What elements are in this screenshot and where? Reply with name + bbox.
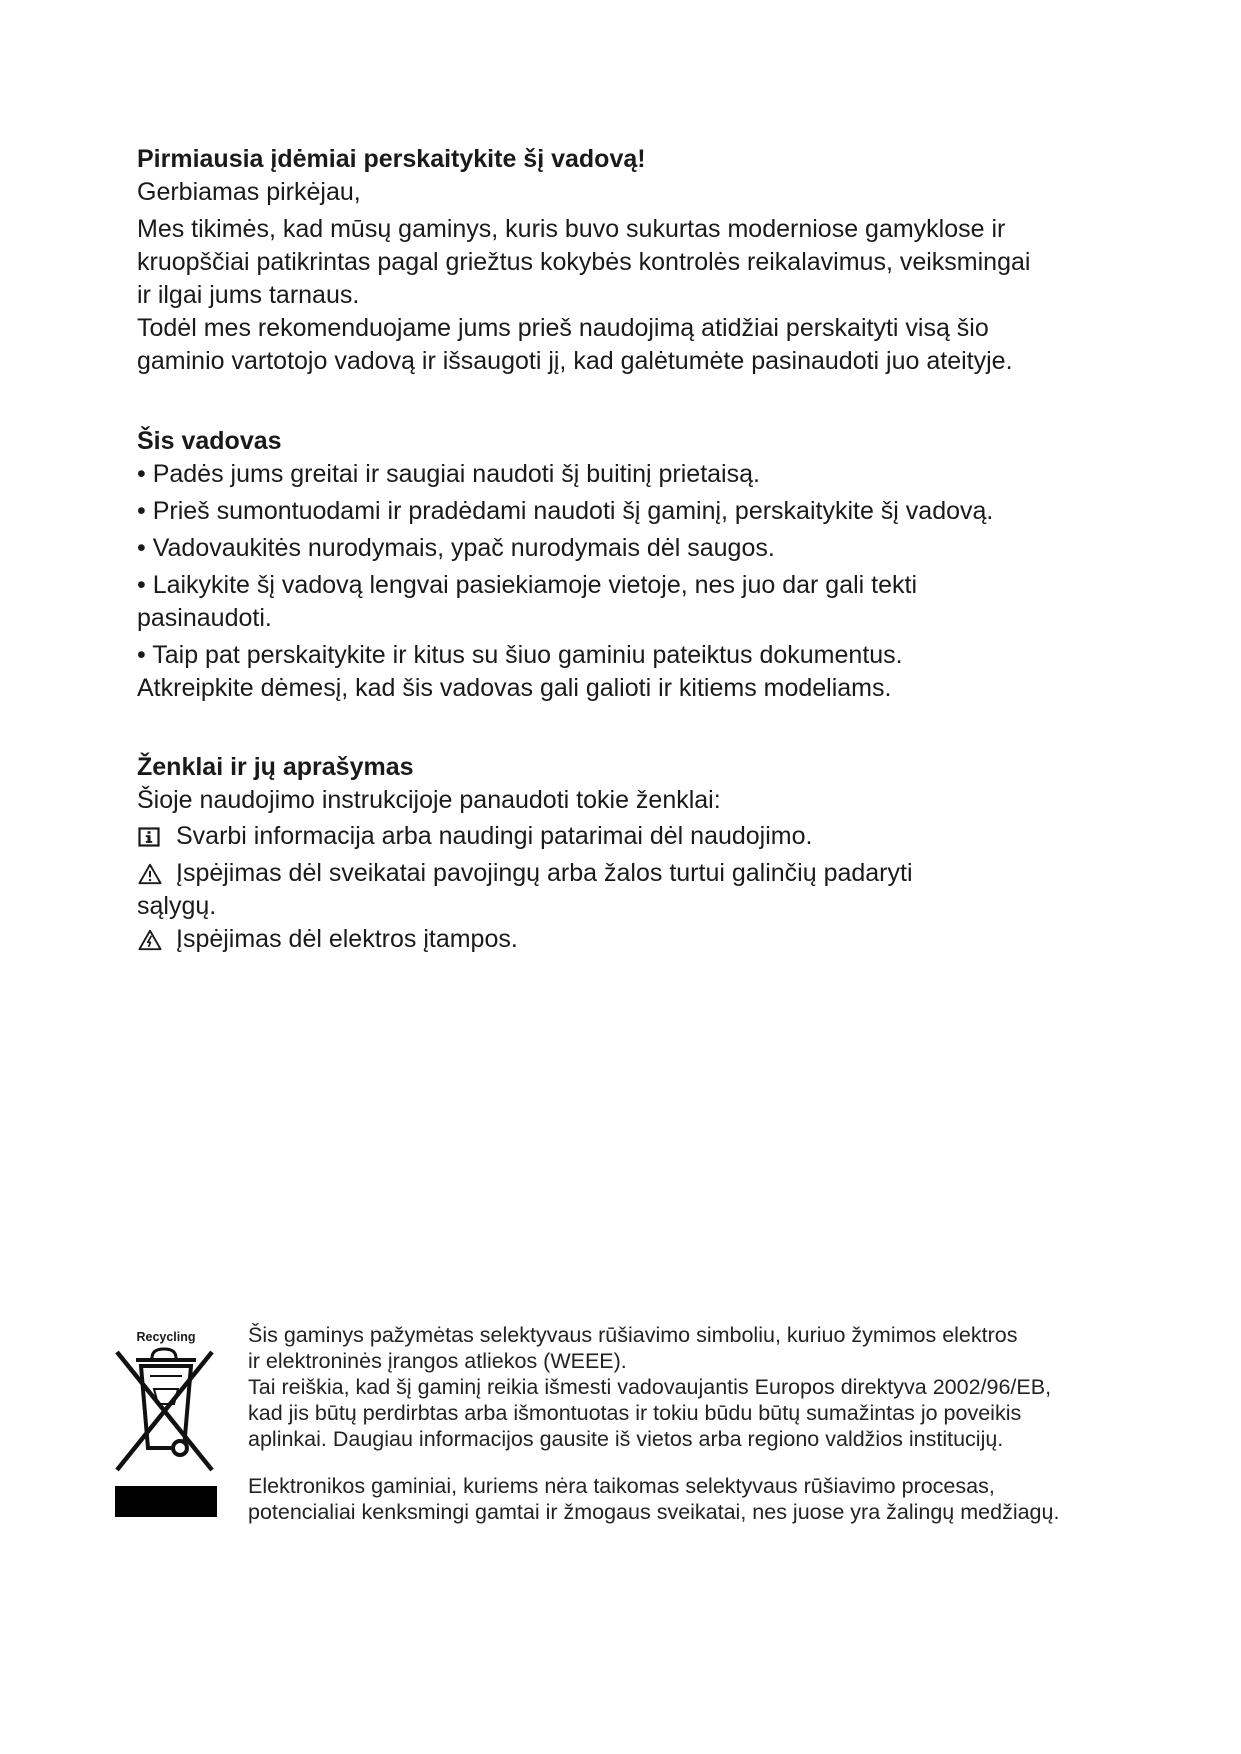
recycling-symbol xyxy=(114,1330,218,1485)
manual-note: Atkreipkite dėmesį, kad šis vadovas gali galioti ir kitiems modeliams. xyxy=(137,674,892,702)
symbol-warning-text: Įspėjimas dėl sveikatai pavojingų arba žalos turtui galinčių padaryti xyxy=(176,859,913,887)
manual-bullet: • Taip pat perskaitykite ir kitus su šiuo gaminiu pateiktus dokumentus. xyxy=(137,641,903,669)
text-line: Šis gaminys pažymėtas selektyvaus rūšiavimo simboliu, kuriuo žymimos elektros xyxy=(248,1323,1018,1347)
crossed-bin-icon xyxy=(114,1344,218,1480)
symbol-info-text: Svarbi informacija arba naudingi patarimai dėl naudojimo. xyxy=(176,822,813,850)
manual-section xyxy=(137,425,1137,705)
text-line: kad jis būtų perdirbtas arba išmontuotas ir tokiu būdu būtų sumažintas jo poveikis xyxy=(248,1401,1022,1425)
text-line: pasinaudoti. xyxy=(137,604,272,632)
manual-bullet xyxy=(137,569,1137,635)
recycling-label: Recycling xyxy=(136,1330,196,1344)
symbols-section xyxy=(137,751,1137,956)
text-line: ir ilgai jums tarnaus. xyxy=(137,281,360,309)
intro-paragraph-1 xyxy=(137,213,1137,312)
warning-triangle-icon xyxy=(138,923,162,956)
intro-paragraph-2 xyxy=(137,312,1137,378)
text-line: Tai reiškia, kad šį gaminį reikia išmesti vadovaujantis Europos direktyva 2002/96/EB, xyxy=(248,1375,1052,1399)
info-icon xyxy=(138,820,162,853)
intro-heading: Pirmiausia įdėmiai perskaitykite šį vadovą! xyxy=(137,145,646,173)
symbol-warning-text-cont: sąlygų. xyxy=(137,892,217,920)
text-line: gaminio vartotojo vadovą ir išsaugoti jį, kad galėtumėte pasinaudoti juo ateityje. xyxy=(137,347,1013,375)
manual-heading: Šis vadovas xyxy=(137,427,282,455)
symbols-heading: Ženklai ir jų aprašymas xyxy=(137,753,414,781)
warning-triangle-icon xyxy=(138,857,162,890)
text-line: kruopščiai patikrintas pagal griežtus kokybės kontrolės reikalavimus, veiksmingai xyxy=(137,248,1031,276)
symbol-info-row xyxy=(137,820,1137,853)
text-line: potencialiai kenksmingi gamtai ir žmogaus sveikatai, nes juose yra žalingų medžiagų. xyxy=(248,1500,1060,1524)
greeting: Gerbiamas pirkėjau, xyxy=(137,178,361,206)
text-line: ir elektroninės įrangos atliekos (WEEE). xyxy=(248,1349,627,1373)
recycling-paragraph-2 xyxy=(248,1473,1148,1525)
text-line: • Laikykite šį vadovą lengvai pasiekiamoje vietoje, nes juo dar gali tekti xyxy=(137,571,918,599)
manual-bullet: • Padės jums greitai ir saugiai naudoti šį buitinį prietaisą. xyxy=(137,460,760,488)
manual-bullet: • Vadovaukitės nurodymais, ypač nurodymais dėl saugos. xyxy=(137,534,775,562)
text-line: Elektronikos gaminiai, kuriems nėra taikomas selektyvaus rūšiavimo procesas, xyxy=(248,1474,995,1498)
black-bar xyxy=(115,1486,217,1517)
recycling-paragraph-1 xyxy=(248,1322,1148,1452)
symbol-warning-row xyxy=(137,857,1137,890)
manual-bullet: • Prieš sumontuodami ir pradėdami naudoti šį gaminį, perskaitykite šį vadovą. xyxy=(137,497,994,525)
text-line: aplinkai. Daugiau informacijos gausite iš vietos arba regiono valdžios institucijų. xyxy=(248,1427,1004,1451)
text-line: Todėl mes rekomenduojame jums prieš naudojimą atidžiai perskaityti visą šio xyxy=(137,314,989,342)
symbol-electric-row xyxy=(137,923,1137,956)
symbols-intro: Šioje naudojimo instrukcijoje panaudoti tokie ženklai: xyxy=(137,786,721,814)
symbol-electric-text: Įspėjimas dėl elektros įtampos. xyxy=(176,925,518,953)
text-line: Mes tikimės, kad mūsų gaminys, kuris buvo sukurtas moderniose gamyklose ir xyxy=(137,215,1006,243)
intro-section xyxy=(137,143,1137,378)
